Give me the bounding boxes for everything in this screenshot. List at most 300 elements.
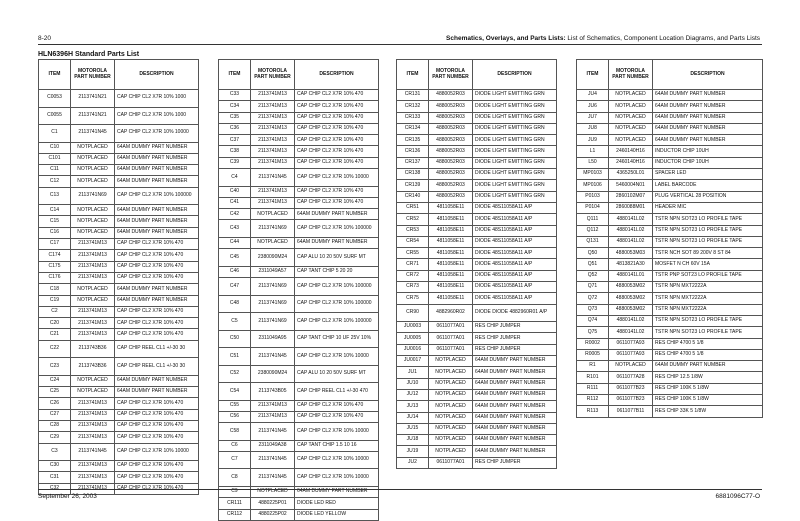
part-number-cell: 2113741N45 bbox=[251, 423, 295, 441]
table-row bbox=[397, 123, 557, 134]
item-cell: JU6 bbox=[577, 101, 609, 112]
description-cell: TSTR NPN MXT2222A bbox=[653, 293, 763, 304]
table-row bbox=[39, 306, 199, 317]
table-row bbox=[397, 282, 557, 293]
table-row bbox=[577, 101, 763, 112]
description-cell: CAP CHIP CL2 X7R 10% 10000 bbox=[115, 443, 199, 461]
description-cell: CAP CHIP CL2 X7R 10% 470 bbox=[115, 239, 199, 250]
description-cell: CAP CHIP CL2 X7R 10% 470 bbox=[115, 398, 199, 409]
description-cell: CAP CHIP CL2 X7R 10% 470 bbox=[115, 272, 199, 283]
page-number: 8-20 bbox=[38, 35, 52, 42]
item-cell: C16 bbox=[39, 227, 71, 238]
part-number-cell: NOTPLACED bbox=[609, 361, 653, 372]
description-cell: CAP CHIP CL2 X7R 10% 470 bbox=[295, 123, 379, 134]
item-cell: R111 bbox=[577, 383, 609, 394]
table-row bbox=[577, 157, 763, 168]
item-cell: C47 bbox=[219, 278, 251, 296]
description-cell: CAP CHIP CL2 X7R 10% 470 bbox=[115, 483, 199, 494]
description-cell: DIODE LED YELLOW bbox=[295, 509, 379, 520]
page-header-title bbox=[446, 35, 760, 42]
item-cell: C56 bbox=[219, 411, 251, 422]
description-cell: CAP CHIP CL2 X7R 10% 470 bbox=[115, 420, 199, 431]
part-number-cell: 0611077A28 bbox=[609, 372, 653, 383]
table-row bbox=[577, 202, 763, 213]
part-number-cell: 2113743B36 bbox=[71, 340, 115, 358]
item-cell: C22 bbox=[39, 340, 71, 358]
table-row bbox=[397, 356, 557, 367]
description-cell: RES CHIP 100K 5 1/8W bbox=[653, 383, 763, 394]
table-row bbox=[577, 169, 763, 180]
description-cell: CAP ALU 10 20 50V SURF MT bbox=[295, 249, 379, 267]
item-cell: R0005 bbox=[577, 349, 609, 360]
table-row bbox=[219, 423, 379, 441]
part-number-cell: NOTPLACED bbox=[609, 112, 653, 123]
description-cell: 64AM DUMMY PART NUMBER bbox=[653, 90, 763, 101]
description-cell: 64AM DUMMY PART NUMBER bbox=[115, 153, 199, 164]
item-cell: CR72 bbox=[397, 270, 429, 281]
table-row bbox=[219, 157, 379, 168]
table-row bbox=[397, 259, 557, 270]
part-number-cell: NOTPLACED bbox=[71, 142, 115, 153]
description-cell: CAP CHIP CL2 X7R 10% 470 bbox=[295, 146, 379, 157]
part-number-cell: 4880141L02 bbox=[609, 225, 653, 236]
part-number-cell: 2460140H16 bbox=[609, 146, 653, 157]
table-row bbox=[219, 278, 379, 296]
part-number-cell: 4880225P01 bbox=[251, 498, 295, 509]
table-row bbox=[577, 259, 763, 270]
part-number-cell: 2113741N69 bbox=[251, 313, 295, 331]
table-row bbox=[219, 313, 379, 331]
description-cell: RES CHIP JUMPER bbox=[473, 457, 557, 468]
table-row bbox=[397, 214, 557, 225]
table-row bbox=[577, 180, 763, 191]
item-cell: C20 bbox=[39, 318, 71, 329]
part-number-cell: 2113741M13 bbox=[251, 197, 295, 208]
description-cell: DIODE 48S11058A11 A/P bbox=[473, 282, 557, 293]
table-row bbox=[397, 90, 557, 101]
table-row bbox=[397, 435, 557, 446]
description-cell: CAP CHIP CL2 X7R 10% 1000 bbox=[115, 90, 199, 108]
description-cell: 64AM DUMMY PART NUMBER bbox=[295, 209, 379, 220]
table-row bbox=[577, 406, 763, 417]
item-cell: C40 bbox=[219, 186, 251, 197]
part-number-cell: 4880053M02 bbox=[609, 293, 653, 304]
part-number-cell: 4811058E11 bbox=[429, 236, 473, 247]
part-number-cell: 0611077A01 bbox=[429, 333, 473, 344]
col-header-desc: DESCRIPTION bbox=[295, 60, 379, 90]
part-number-cell: 4880052R03 bbox=[429, 90, 473, 101]
item-cell: Q72 bbox=[577, 293, 609, 304]
item-cell: C42 bbox=[219, 209, 251, 220]
item-cell: JU9 bbox=[577, 135, 609, 146]
description-cell: 64AM DUMMY PART NUMBER bbox=[115, 216, 199, 227]
table-row bbox=[397, 412, 557, 423]
table-row bbox=[39, 153, 199, 164]
header-rule bbox=[38, 44, 762, 45]
col-header-part: MOTOROLA PART NUMBER bbox=[609, 60, 653, 90]
table-row bbox=[39, 295, 199, 306]
col-header-desc: DESCRIPTION bbox=[653, 60, 763, 90]
description-cell: 64AM DUMMY PART NUMBER bbox=[653, 361, 763, 372]
parts-table-4 bbox=[576, 59, 763, 418]
description-cell: DIODE 48S11058A11 A/P bbox=[473, 225, 557, 236]
item-cell: C21 bbox=[39, 329, 71, 340]
part-number-cell: 2113743B05 bbox=[251, 383, 295, 401]
item-cell: CR53 bbox=[397, 225, 429, 236]
description-cell: DIODE LIGHT EMITTING GRN bbox=[473, 112, 557, 123]
part-number-cell: 4880052R03 bbox=[429, 180, 473, 191]
item-cell: C101 bbox=[39, 153, 71, 164]
item-cell: CR52 bbox=[397, 214, 429, 225]
item-cell: P0103 bbox=[577, 191, 609, 202]
table-row bbox=[219, 146, 379, 157]
description-cell: RES CHIP 4700 5 1/8 bbox=[653, 338, 763, 349]
description-cell: 64AM DUMMY PART NUMBER bbox=[115, 375, 199, 386]
item-cell: Q111 bbox=[577, 214, 609, 225]
description-cell: 64AM DUMMY PART NUMBER bbox=[653, 123, 763, 134]
part-number-cell: NOTPLACED bbox=[71, 387, 115, 398]
description-cell: DIODE LED RED bbox=[295, 498, 379, 509]
item-cell: Q50 bbox=[577, 248, 609, 259]
part-number-cell: 2113741M13 bbox=[251, 400, 295, 411]
description-cell: DIODE LIGHT EMITTING GRN bbox=[473, 123, 557, 134]
item-cell: C18 bbox=[39, 284, 71, 295]
item-cell: C17 bbox=[39, 239, 71, 250]
description-cell: CAP CHIP CL2 X7R 10% 470 bbox=[295, 400, 379, 411]
table-row bbox=[397, 304, 557, 322]
part-number-cell: NOTPLACED bbox=[609, 123, 653, 134]
table-row bbox=[397, 191, 557, 202]
part-number-cell: 4882960R02 bbox=[429, 304, 473, 322]
item-cell: C2 bbox=[39, 306, 71, 317]
table-row bbox=[397, 101, 557, 112]
item-cell: CR51 bbox=[397, 202, 429, 213]
item-cell: P0104 bbox=[577, 202, 609, 213]
description-cell: CAP CHIP CL2 X7R 10% 10000 bbox=[115, 125, 199, 143]
description-cell: TSTR NPN SOT23 LO PROFILE TAPE bbox=[653, 236, 763, 247]
table-row bbox=[219, 411, 379, 422]
description-cell: 64AM DUMMY PART NUMBER bbox=[473, 412, 557, 423]
table-row bbox=[397, 293, 557, 304]
item-cell: CR133 bbox=[397, 112, 429, 123]
table-row bbox=[577, 338, 763, 349]
part-number-cell: NOTPLACED bbox=[71, 176, 115, 187]
table-row bbox=[397, 457, 557, 468]
item-cell: C43 bbox=[219, 220, 251, 238]
description-cell: DIODE 48S11058A11 A/P bbox=[473, 202, 557, 213]
description-cell: CAP CHIP REEL CL1 +/-30 470 bbox=[295, 383, 379, 401]
part-number-cell: NOTPLACED bbox=[71, 205, 115, 216]
part-number-cell: 4811058E11 bbox=[429, 214, 473, 225]
description-cell: TSTR NPN MXT2222A bbox=[653, 282, 763, 293]
table-row bbox=[219, 509, 379, 520]
part-number-cell: 2113741M13 bbox=[251, 146, 295, 157]
table-row bbox=[219, 451, 379, 469]
part-number-cell: NOTPLACED bbox=[71, 216, 115, 227]
table-row bbox=[397, 333, 557, 344]
description-cell: CAP CHIP CL2 X7R 10% 470 bbox=[115, 329, 199, 340]
item-cell: CR55 bbox=[397, 248, 429, 259]
item-cell: C4 bbox=[219, 169, 251, 187]
item-cell: CR111 bbox=[219, 498, 251, 509]
description-cell: 64AM DUMMY PART NUMBER bbox=[653, 101, 763, 112]
part-number-cell: NOTPLACED bbox=[429, 423, 473, 434]
description-cell: CAP CHIP CL2 X7R 10% 470 bbox=[295, 186, 379, 197]
col-header-item: ITEM bbox=[39, 60, 71, 90]
table-row bbox=[577, 146, 763, 157]
description-cell: 64AM DUMMY PART NUMBER bbox=[115, 142, 199, 153]
table-row bbox=[577, 282, 763, 293]
part-number-cell: 2311049A57 bbox=[251, 266, 295, 277]
section-title: HLN6396H Standard Parts List bbox=[38, 51, 140, 58]
description-cell: TSTR NCH SOT 89 200V 8 ST 84 bbox=[653, 248, 763, 259]
table-row bbox=[39, 432, 199, 443]
footer-rule bbox=[38, 489, 762, 490]
description-cell: CAP CHIP CL2 X7R 10% 470 bbox=[115, 432, 199, 443]
description-cell: CAP CHIP REEL CL1 +/-30 30 bbox=[115, 358, 199, 376]
part-number-cell: 2113741M13 bbox=[251, 186, 295, 197]
item-cell: JU18 bbox=[397, 435, 429, 446]
description-cell: RES CHIP JUMPER bbox=[473, 322, 557, 333]
parts-table-3 bbox=[396, 59, 557, 469]
part-number-cell: NOTPLACED bbox=[429, 356, 473, 367]
description-cell: 64AM DUMMY PART NUMBER bbox=[473, 389, 557, 400]
item-cell: Q75 bbox=[577, 327, 609, 338]
footer-date: September 26, 2003 bbox=[38, 493, 97, 500]
part-number-cell: 2113741M13 bbox=[71, 420, 115, 431]
item-cell: CR134 bbox=[397, 123, 429, 134]
item-cell: C28 bbox=[39, 420, 71, 431]
item-cell: C176 bbox=[39, 272, 71, 283]
part-number-cell: 2113743B36 bbox=[71, 358, 115, 376]
item-cell: CR73 bbox=[397, 282, 429, 293]
part-number-cell: 4880052R03 bbox=[429, 157, 473, 168]
item-cell: C31 bbox=[39, 472, 71, 483]
item-cell: C29 bbox=[39, 432, 71, 443]
description-cell: TSTR NPN SOT23 LO PROFILE TAPE bbox=[653, 315, 763, 326]
description-cell: CAP CHIP CL2 X7R 10% 470 bbox=[295, 411, 379, 422]
table-row bbox=[219, 197, 379, 208]
item-cell: C46 bbox=[219, 266, 251, 277]
table-row bbox=[219, 348, 379, 366]
description-cell: RES CHIP JUMPER bbox=[473, 333, 557, 344]
description-cell: CAP CHIP CL2 X7R 10% 470 bbox=[115, 318, 199, 329]
description-cell: CAP CHIP CL2 X7R 10% 100000 bbox=[295, 313, 379, 331]
part-number-cell: 4811058E11 bbox=[429, 259, 473, 270]
part-number-cell: 4811058E11 bbox=[429, 282, 473, 293]
table-row bbox=[577, 315, 763, 326]
description-cell: DIODE LIGHT EMITTING GRN bbox=[473, 169, 557, 180]
item-cell: C58 bbox=[219, 423, 251, 441]
part-number-cell: NOTPLACED bbox=[71, 227, 115, 238]
part-number-cell: 4880052R03 bbox=[429, 101, 473, 112]
table-row bbox=[577, 90, 763, 101]
item-cell: C35 bbox=[219, 112, 251, 123]
part-number-cell: 4880052R03 bbox=[429, 123, 473, 134]
description-cell: DIODE LIGHT EMITTING GRN bbox=[473, 101, 557, 112]
part-number-cell: 4880141L01 bbox=[609, 270, 653, 281]
item-cell: JU7 bbox=[577, 112, 609, 123]
item-cell: C26 bbox=[39, 398, 71, 409]
table-row bbox=[219, 330, 379, 348]
part-number-cell: 2113741M13 bbox=[71, 239, 115, 250]
part-number-cell: NOTPLACED bbox=[429, 401, 473, 412]
table-row bbox=[39, 398, 199, 409]
table-row bbox=[219, 266, 379, 277]
col-header-part: MOTOROLA PART NUMBER bbox=[251, 60, 295, 90]
table-row bbox=[577, 327, 763, 338]
item-cell: C45 bbox=[219, 249, 251, 267]
part-number-cell: 2113741N21 bbox=[71, 90, 115, 108]
table-row bbox=[397, 344, 557, 355]
description-cell: TSTR NPN MXT2222A bbox=[653, 304, 763, 315]
table-row bbox=[39, 261, 199, 272]
description-cell: CAP CHIP CL2 X7R 10% 470 bbox=[115, 250, 199, 261]
part-number-cell: 4880052R03 bbox=[429, 191, 473, 202]
description-cell: SPACER LED bbox=[653, 169, 763, 180]
item-cell: Q73 bbox=[577, 304, 609, 315]
item-cell: C12 bbox=[39, 176, 71, 187]
item-cell: C52 bbox=[219, 365, 251, 383]
table-row bbox=[219, 249, 379, 267]
item-cell: Q71 bbox=[577, 282, 609, 293]
part-number-cell: 2113741N21 bbox=[71, 107, 115, 125]
item-cell: C41 bbox=[219, 197, 251, 208]
part-number-cell: 2113741N69 bbox=[251, 295, 295, 313]
table-row bbox=[397, 423, 557, 434]
description-cell: CAP TANT CHIP 1.5 10 16 bbox=[295, 440, 379, 451]
description-cell: CAP CHIP CL2 X7R 10% 470 bbox=[115, 472, 199, 483]
table-row bbox=[219, 469, 379, 487]
table-row bbox=[39, 187, 199, 205]
table-row bbox=[219, 123, 379, 134]
description-cell: CAP CHIP CL2 X7R 10% 10000 bbox=[295, 423, 379, 441]
description-cell: CAP CHIP CL2 X7R 10% 100000 bbox=[115, 187, 199, 205]
table-row bbox=[577, 349, 763, 360]
part-number-cell: NOTPLACED bbox=[609, 90, 653, 101]
table-row bbox=[577, 372, 763, 383]
part-number-cell: 4880052R03 bbox=[429, 146, 473, 157]
part-number-cell: NOTPLACED bbox=[429, 389, 473, 400]
item-cell: CR137 bbox=[397, 157, 429, 168]
description-cell: 64AM DUMMY PART NUMBER bbox=[473, 435, 557, 446]
part-number-cell: 4880052R03 bbox=[429, 112, 473, 123]
item-cell: C15 bbox=[39, 216, 71, 227]
part-number-cell: NOTPLACED bbox=[71, 153, 115, 164]
header-title-rest: List of Schematics, Component Location Diagrams, and Parts Lists bbox=[565, 35, 760, 42]
part-number-cell: 4880053M02 bbox=[609, 282, 653, 293]
part-number-cell: NOTPLACED bbox=[429, 412, 473, 423]
item-cell: JU1 bbox=[397, 367, 429, 378]
table-row bbox=[39, 375, 199, 386]
part-number-cell: 2113741M13 bbox=[71, 329, 115, 340]
item-cell: C27 bbox=[39, 409, 71, 420]
description-cell: 64AM DUMMY PART NUMBER bbox=[115, 295, 199, 306]
description-cell: CAP CHIP CL2 X7R 10% 1000 bbox=[115, 107, 199, 125]
description-cell: 64AM DUMMY PART NUMBER bbox=[295, 486, 379, 497]
item-cell: Q131 bbox=[577, 236, 609, 247]
part-number-cell: 0611077B23 bbox=[609, 395, 653, 406]
table-row bbox=[577, 236, 763, 247]
item-cell: C175 bbox=[39, 261, 71, 272]
part-number-cell: 4880141L02 bbox=[609, 214, 653, 225]
description-cell: DIODE DIODE 4882960R01 A/P bbox=[473, 304, 557, 322]
table-row bbox=[219, 383, 379, 401]
description-cell: RES CHIP 4700 5 1/8 bbox=[653, 349, 763, 360]
item-cell: C9 bbox=[219, 486, 251, 497]
description-cell: CAP CHIP CL2 X7R 10% 100000 bbox=[295, 278, 379, 296]
description-cell: DIODE 48S11058A11 A/P bbox=[473, 259, 557, 270]
item-cell: L50 bbox=[577, 157, 609, 168]
description-cell: 64AM DUMMY PART NUMBER bbox=[473, 367, 557, 378]
part-number-cell: 2113741M13 bbox=[71, 472, 115, 483]
description-cell: TSTR NPN SOT23 LO PROFILE TAPE bbox=[653, 327, 763, 338]
table-row bbox=[577, 395, 763, 406]
item-cell: R112 bbox=[577, 395, 609, 406]
part-number-cell: 5460004N01 bbox=[609, 180, 653, 191]
table-row bbox=[219, 135, 379, 146]
item-cell: C7 bbox=[219, 451, 251, 469]
part-number-cell: 2113741N69 bbox=[251, 278, 295, 296]
table-row bbox=[397, 180, 557, 191]
part-number-cell: 4880052R03 bbox=[429, 169, 473, 180]
table-row bbox=[577, 383, 763, 394]
table-row bbox=[397, 270, 557, 281]
description-cell: TSTR PNP SOT23 LO PROFILE TAPE bbox=[653, 270, 763, 281]
table-row bbox=[219, 440, 379, 451]
description-cell: CAP CHIP CL2 X7R 10% 10000 bbox=[295, 348, 379, 366]
part-number-cell: 4880141L02 bbox=[609, 327, 653, 338]
part-number-cell: 4880141L02 bbox=[609, 315, 653, 326]
description-cell: INDUCTOR CHIP 10UH bbox=[653, 157, 763, 168]
table-row bbox=[397, 322, 557, 333]
part-number-cell: 2113741M13 bbox=[251, 90, 295, 101]
description-cell: 64AM DUMMY PART NUMBER bbox=[115, 165, 199, 176]
item-cell: C5 bbox=[219, 313, 251, 331]
item-cell: C11 bbox=[39, 165, 71, 176]
description-cell: PLUG VERTICAL 28 POSITION bbox=[653, 191, 763, 202]
description-cell: 64AM DUMMY PART NUMBER bbox=[295, 237, 379, 248]
part-number-cell: NOTPLACED bbox=[609, 135, 653, 146]
part-number-cell: 4880141L02 bbox=[609, 236, 653, 247]
table-row bbox=[577, 191, 763, 202]
description-cell: CAP CHIP CL2 X7R 10% 470 bbox=[115, 306, 199, 317]
table-row bbox=[397, 378, 557, 389]
part-number-cell: NOTPLACED bbox=[429, 446, 473, 457]
part-number-cell: 2113741N45 bbox=[251, 348, 295, 366]
item-cell: JU8 bbox=[577, 123, 609, 134]
item-cell: L1 bbox=[577, 146, 609, 157]
description-cell: INDUCTOR CHIP 10UH bbox=[653, 146, 763, 157]
table-row bbox=[219, 237, 379, 248]
description-cell: CAP TANT CHIP 10 UF 25V 10% bbox=[295, 330, 379, 348]
part-number-cell: NOTPLACED bbox=[429, 367, 473, 378]
description-cell: CAP CHIP CL2 X7R 10% 100000 bbox=[295, 295, 379, 313]
part-number-cell: 2113741M13 bbox=[251, 101, 295, 112]
item-cell: C13 bbox=[39, 187, 71, 205]
description-cell: CAP CHIP CL2 X7R 10% 470 bbox=[115, 409, 199, 420]
item-cell: CR75 bbox=[397, 293, 429, 304]
part-number-cell: 4811058E11 bbox=[429, 270, 473, 281]
part-number-cell: 2460140H16 bbox=[609, 157, 653, 168]
table-row bbox=[39, 142, 199, 153]
part-number-cell: 4880225P02 bbox=[251, 509, 295, 520]
table-row bbox=[39, 318, 199, 329]
table-row bbox=[397, 135, 557, 146]
table-row bbox=[219, 365, 379, 383]
part-number-cell: 2113741N69 bbox=[71, 187, 115, 205]
item-cell: CR140 bbox=[397, 191, 429, 202]
